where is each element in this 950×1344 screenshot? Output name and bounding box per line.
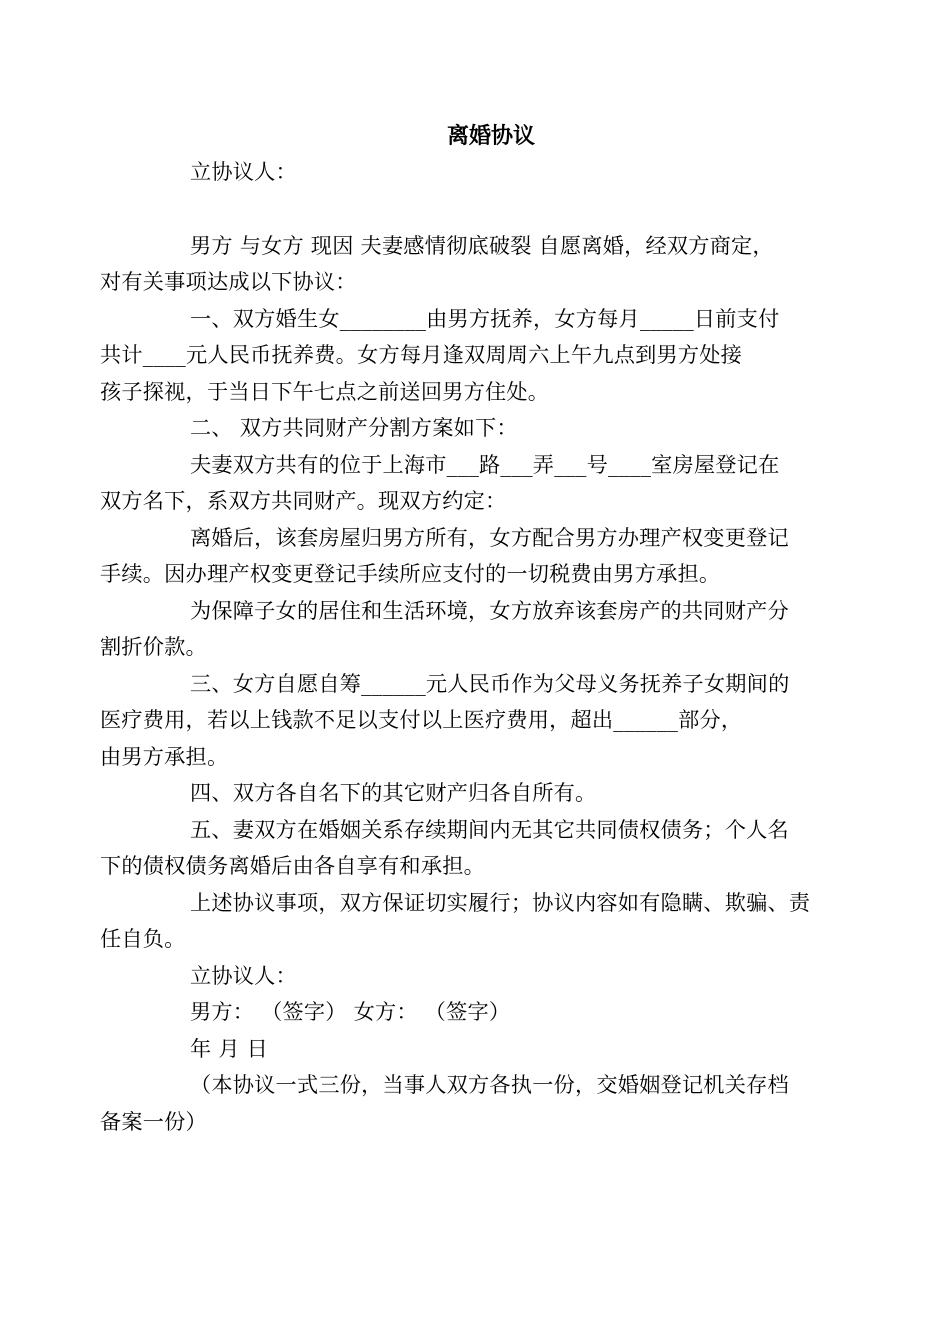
agreement-paragraph [100,1067,807,1140]
paragraph-line: 三、女方自愿自筹______元人民币作为父母义务抚养子女期间的 [190,670,790,696]
paragraph-line: 下的债权债务离婚后由各自享有和承担。 [100,853,485,878]
document-title: 离婚协议 [446,123,535,149]
agreement-paragraph [100,885,811,958]
agreement-paragraph [145,958,807,995]
paragraph-line: 四、双方各自名下的其它财产归各自所有。 [190,780,597,805]
paragraph-line: 离婚后，该套房屋归男方所有，女方配合男方办理产权变更登记 [190,524,789,550]
paragraph-line: 由男方承担。 [100,743,229,769]
paragraph-line: 年 月 日 [190,1035,269,1061]
paragraph-line: 双方名下，系双方共同财产。现双方约定： [100,488,507,513]
header-party-line [145,154,807,191]
agreement-paragraph [145,775,807,812]
paragraph-line: 为保障子女的居住和生活环境，女方放弃该套房产的共同财产分 [190,597,789,623]
paragraph-line: 夫妻双方共有的位于上海市___路___弄___号____室房屋登记在 [190,451,780,477]
agreement-paragraph [145,1031,807,1068]
paragraph-line: 一、双方婚生女________由男方抚养，女方每月_____日前支付 [190,305,780,331]
blank-line [145,191,807,228]
agreement-paragraph [100,812,807,885]
agreement-paragraph [100,593,807,666]
agreement-paragraph [145,994,807,1031]
paragraph-line: 二、 双方共同财产分割方案如下： [190,415,518,440]
agreement-paragraph [100,666,807,776]
paragraph-line: （本协议一式三份，当事人双方各执一份，交婚姻登记机关存档 [190,1072,789,1097]
paragraph-line: 男方 与女方 现因 夫妻感情彻底破裂 自愿离婚，经双方商定， [190,232,774,258]
paragraph-line: 手续。因办理产权变更登记手续所应支付的一切税费由男方承担。 [100,561,721,586]
agreement-paragraph [145,410,807,447]
paragraph-line: 五、妻双方在婚姻关系存续期间内无其它共同债权债务；个人名 [190,816,789,842]
paragraph-line: 备案一份） [100,1108,207,1134]
agreement-paragraph [100,447,807,520]
agreement-paragraph [100,301,807,411]
document-page [100,118,811,1140]
paragraph-line: 立协议人： [190,962,297,988]
paragraph-line: 共计____元人民币抚养费。女方每月逢双周周六上午九点到男方处接 [100,342,743,367]
paragraph-line: 上述协议事项，双方保证切实履行；协议内容如有隐瞒、欺骗、责 [190,889,811,915]
paragraph-line: 对有关事项达成以下协议： [100,269,357,294]
paragraph-line: 医疗费用，若以上钱款不足以支付以上医疗费用，超出______部分， [100,707,743,732]
agreement-paragraph [100,228,807,301]
agreement-paragraph [100,520,807,593]
paragraph-line: 割折价款。 [100,634,207,659]
agreement-body [100,228,811,1141]
paragraph-line: 男方： （签字） 女方： （签字） [190,999,511,1024]
header-party-text: 立协议人： [190,159,297,184]
paragraph-line: 孩子探视，于当日下午七点之前送回男方住处。 [100,378,550,404]
paragraph-line: 任自负。 [100,926,186,951]
